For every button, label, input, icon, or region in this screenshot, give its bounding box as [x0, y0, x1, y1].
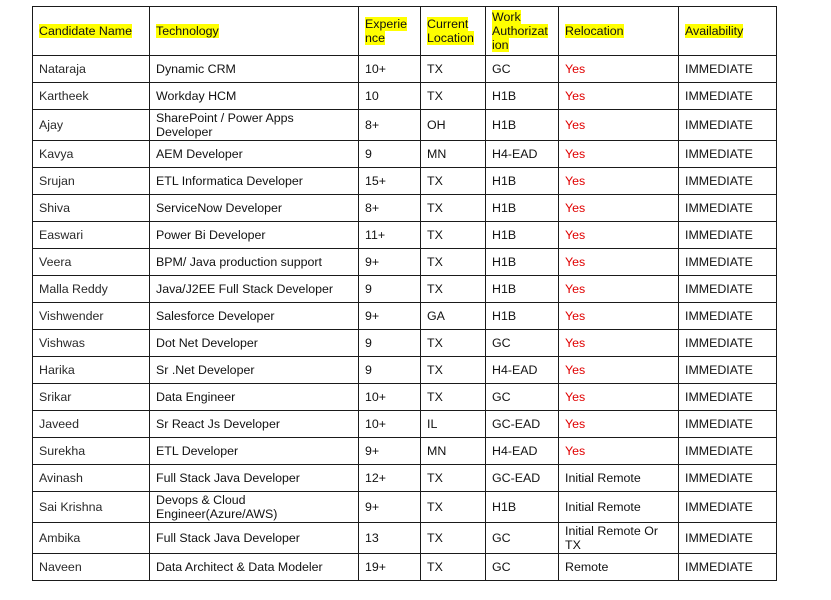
cell-relocation: Yes — [559, 357, 679, 384]
cell-experience: 10+ — [359, 384, 421, 411]
cell-name: Sai Krishna — [33, 492, 150, 523]
cell-location: MN — [421, 141, 486, 168]
column-header-label: Availability — [685, 24, 744, 38]
table-row — [33, 554, 777, 581]
cell-technology: ETL Developer — [150, 438, 359, 465]
table-row — [33, 222, 777, 249]
cell-location: TX — [421, 168, 486, 195]
cell-work-auth: H1B — [486, 303, 559, 330]
cell-location: TX — [421, 465, 486, 492]
cell-work-auth: H1B — [486, 83, 559, 110]
cell-availability: IMMEDIATE — [679, 249, 777, 276]
table-row — [33, 195, 777, 222]
cell-location: OH — [421, 110, 486, 141]
column-header-name — [33, 7, 150, 56]
cell-name: Nataraja — [33, 56, 150, 83]
cell-availability: IMMEDIATE — [679, 195, 777, 222]
cell-availability: IMMEDIATE — [679, 492, 777, 523]
cell-relocation: Yes — [559, 141, 679, 168]
cell-work-auth: H1B — [486, 168, 559, 195]
cell-experience: 9+ — [359, 438, 421, 465]
cell-technology: Full Stack Java Developer — [150, 523, 359, 554]
cell-relocation: Yes — [559, 438, 679, 465]
column-header-work-auth — [486, 7, 559, 56]
table-row — [33, 492, 777, 523]
table-row — [33, 110, 777, 141]
cell-availability: IMMEDIATE — [679, 357, 777, 384]
cell-experience: 9 — [359, 141, 421, 168]
cell-work-auth: GC — [486, 384, 559, 411]
table-body — [33, 56, 777, 581]
cell-technology: SharePoint / Power Apps Developer — [150, 110, 359, 141]
cell-location: TX — [421, 357, 486, 384]
cell-name: Shiva — [33, 195, 150, 222]
column-header-availability — [679, 7, 777, 56]
cell-location: TX — [421, 222, 486, 249]
cell-work-auth: GC-EAD — [486, 465, 559, 492]
cell-location: IL — [421, 411, 486, 438]
cell-location: TX — [421, 384, 486, 411]
column-header-location — [421, 7, 486, 56]
header-row — [33, 7, 777, 56]
cell-availability: IMMEDIATE — [679, 303, 777, 330]
table-row — [33, 56, 777, 83]
cell-technology: ETL Informatica Developer — [150, 168, 359, 195]
cell-technology: Data Engineer — [150, 384, 359, 411]
table-row — [33, 384, 777, 411]
cell-experience: 9 — [359, 330, 421, 357]
cell-availability: IMMEDIATE — [679, 523, 777, 554]
table-row — [33, 465, 777, 492]
cell-availability: IMMEDIATE — [679, 56, 777, 83]
column-header-experience — [359, 7, 421, 56]
cell-name: Kartheek — [33, 83, 150, 110]
cell-name: Srikar — [33, 384, 150, 411]
cell-work-auth: H1B — [486, 249, 559, 276]
cell-name: Ajay — [33, 110, 150, 141]
cell-relocation: Yes — [559, 168, 679, 195]
cell-experience: 9+ — [359, 492, 421, 523]
cell-availability: IMMEDIATE — [679, 384, 777, 411]
table-row — [33, 83, 777, 110]
column-header-label: Experie — [365, 17, 408, 31]
cell-experience: 10+ — [359, 56, 421, 83]
cell-work-auth: GC — [486, 56, 559, 83]
cell-availability: IMMEDIATE — [679, 222, 777, 249]
cell-availability: IMMEDIATE — [679, 168, 777, 195]
cell-technology: Dot Net Developer — [150, 330, 359, 357]
column-header-technology — [150, 7, 359, 56]
cell-name: Surekha — [33, 438, 150, 465]
cell-availability: IMMEDIATE — [679, 330, 777, 357]
cell-location: TX — [421, 554, 486, 581]
cell-relocation: Yes — [559, 411, 679, 438]
cell-relocation: Yes — [559, 330, 679, 357]
table-row — [33, 411, 777, 438]
table-row — [33, 303, 777, 330]
cell-experience: 8+ — [359, 195, 421, 222]
cell-work-auth: H4-EAD — [486, 357, 559, 384]
column-header-label: Authorizat — [492, 24, 548, 38]
cell-relocation: Yes — [559, 195, 679, 222]
cell-name: Avinash — [33, 465, 150, 492]
table-row — [33, 523, 777, 554]
cell-name: Ambika — [33, 523, 150, 554]
cell-technology: Dynamic CRM — [150, 56, 359, 83]
table-row — [33, 276, 777, 303]
cell-location: GA — [421, 303, 486, 330]
cell-relocation: Yes — [559, 249, 679, 276]
column-header-label: Relocation — [565, 24, 624, 38]
cell-location: TX — [421, 492, 486, 523]
table-row — [33, 357, 777, 384]
cell-technology: Data Architect & Data Modeler — [150, 554, 359, 581]
column-header-label: nce — [365, 31, 385, 45]
cell-relocation: Yes — [559, 303, 679, 330]
cell-location: TX — [421, 523, 486, 554]
cell-technology: Salesforce Developer — [150, 303, 359, 330]
cell-availability: IMMEDIATE — [679, 554, 777, 581]
cell-work-auth: H1B — [486, 195, 559, 222]
cell-availability: IMMEDIATE — [679, 465, 777, 492]
column-header-label: Work — [492, 10, 521, 24]
cell-location: TX — [421, 276, 486, 303]
cell-availability: IMMEDIATE — [679, 110, 777, 141]
cell-relocation: Initial Remote Or TX — [559, 523, 679, 554]
cell-technology: Workday HCM — [150, 83, 359, 110]
cell-availability: IMMEDIATE — [679, 438, 777, 465]
cell-relocation: Yes — [559, 222, 679, 249]
cell-technology: Sr React Js Developer — [150, 411, 359, 438]
cell-experience: 9+ — [359, 249, 421, 276]
cell-technology: ServiceNow Developer — [150, 195, 359, 222]
cell-name: Kavya — [33, 141, 150, 168]
cell-name: Vishwender — [33, 303, 150, 330]
cell-availability: IMMEDIATE — [679, 141, 777, 168]
table-row — [33, 438, 777, 465]
cell-relocation: Yes — [559, 83, 679, 110]
column-header-label: Location — [427, 31, 474, 45]
cell-name: Veera — [33, 249, 150, 276]
cell-experience: 11+ — [359, 222, 421, 249]
cell-work-auth: GC — [486, 554, 559, 581]
cell-location: TX — [421, 83, 486, 110]
cell-name: Easwari — [33, 222, 150, 249]
cell-work-auth: H4-EAD — [486, 141, 559, 168]
cell-work-auth: H1B — [486, 222, 559, 249]
cell-name: Srujan — [33, 168, 150, 195]
cell-work-auth: H1B — [486, 110, 559, 141]
cell-relocation: Initial Remote — [559, 492, 679, 523]
cell-work-auth: H1B — [486, 276, 559, 303]
cell-experience: 10+ — [359, 411, 421, 438]
cell-availability: IMMEDIATE — [679, 276, 777, 303]
cell-experience: 15+ — [359, 168, 421, 195]
cell-availability: IMMEDIATE — [679, 411, 777, 438]
cell-technology: Java/J2EE Full Stack Developer — [150, 276, 359, 303]
table-row — [33, 168, 777, 195]
cell-availability: IMMEDIATE — [679, 83, 777, 110]
cell-experience: 12+ — [359, 465, 421, 492]
cell-location: TX — [421, 56, 486, 83]
cell-name: Malla Reddy — [33, 276, 150, 303]
cell-experience: 10 — [359, 83, 421, 110]
cell-location: TX — [421, 330, 486, 357]
table-row — [33, 249, 777, 276]
cell-location: TX — [421, 249, 486, 276]
cell-experience: 9+ — [359, 303, 421, 330]
cell-relocation: Yes — [559, 276, 679, 303]
cell-technology: Devops & Cloud Engineer(Azure/AWS) — [150, 492, 359, 523]
column-header-label: Current — [427, 17, 469, 31]
cell-work-auth: GC — [486, 523, 559, 554]
candidate-table — [32, 6, 777, 581]
cell-experience: 9 — [359, 357, 421, 384]
cell-technology: Power Bi Developer — [150, 222, 359, 249]
cell-location: TX — [421, 195, 486, 222]
cell-relocation: Remote — [559, 554, 679, 581]
cell-name: Harika — [33, 357, 150, 384]
table-row — [33, 330, 777, 357]
cell-experience: 9 — [359, 276, 421, 303]
cell-work-auth: H1B — [486, 492, 559, 523]
cell-relocation: Yes — [559, 384, 679, 411]
cell-technology: AEM Developer — [150, 141, 359, 168]
cell-work-auth: H4-EAD — [486, 438, 559, 465]
cell-location: MN — [421, 438, 486, 465]
cell-work-auth: GC-EAD — [486, 411, 559, 438]
cell-technology: Full Stack Java Developer — [150, 465, 359, 492]
cell-relocation: Yes — [559, 110, 679, 141]
cell-name: Vishwas — [33, 330, 150, 357]
column-header-relocation — [559, 7, 679, 56]
cell-name: Naveen — [33, 554, 150, 581]
cell-technology: BPM/ Java production support — [150, 249, 359, 276]
cell-relocation: Yes — [559, 56, 679, 83]
cell-experience: 19+ — [359, 554, 421, 581]
column-header-label: ion — [492, 38, 509, 52]
column-header-label: Technology — [156, 24, 219, 38]
cell-name: Javeed — [33, 411, 150, 438]
cell-work-auth: GC — [486, 330, 559, 357]
table-row — [33, 141, 777, 168]
cell-technology: Sr .Net Developer — [150, 357, 359, 384]
cell-experience: 13 — [359, 523, 421, 554]
column-header-label: Candidate Name — [39, 24, 132, 38]
cell-experience: 8+ — [359, 110, 421, 141]
cell-relocation: Initial Remote — [559, 465, 679, 492]
